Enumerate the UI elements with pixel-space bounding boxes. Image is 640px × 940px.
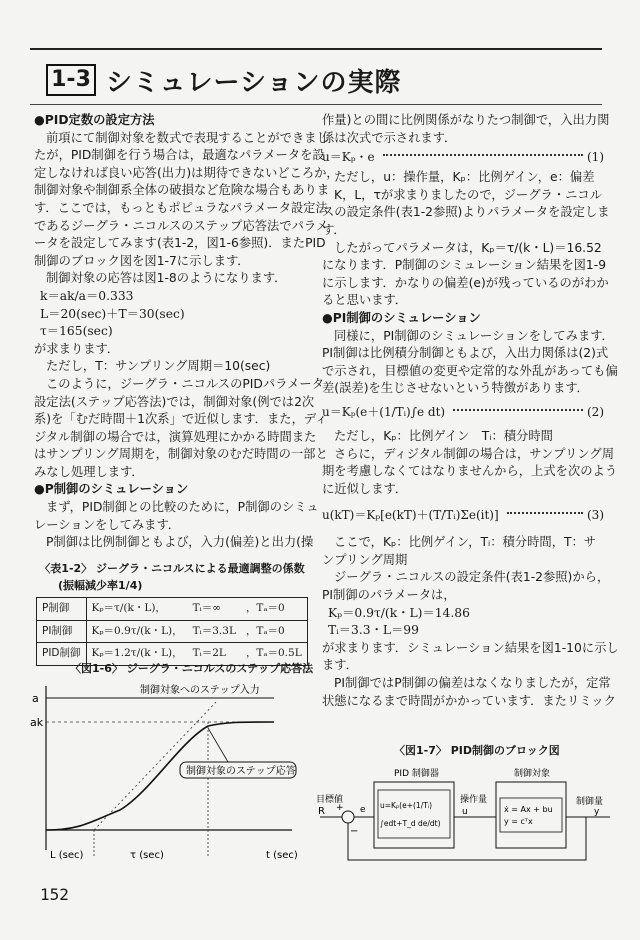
text-line: 制御対象の応答は図1-8のようになります． xyxy=(46,271,287,286)
text-line: 係は次式で示されます． xyxy=(322,130,457,145)
table-cell: PID制御 xyxy=(37,643,87,666)
equation-1-expr: u＝Kₚ・e xyxy=(322,150,375,165)
table-cell: ，Tₐ＝0 xyxy=(241,598,307,621)
text-line: 設定法(ステップ応答法)では，制御対象(例では2次 xyxy=(34,394,315,409)
text-line: 定しなければ良い応答(出力)は期待できないどころか， xyxy=(34,165,339,180)
heading-p-sim: ●P制御のシミュレーション xyxy=(34,482,189,497)
equation-2-expr: u＝Kₚ(e＋(1/Tᵢ)∫e dt) xyxy=(322,405,446,420)
table-row xyxy=(37,598,308,621)
leader-dots xyxy=(507,512,583,514)
target-label: 目標値 xyxy=(316,795,344,805)
text-line: になります．P制御のシミュレーション結果を図1-9 xyxy=(322,258,607,273)
table-cell: Tᵢ＝∞ xyxy=(188,598,241,621)
text-line: が求まります．シミュレーション結果を図1-10に示し xyxy=(322,640,619,655)
text-line: ンプリング周期 xyxy=(322,552,408,567)
section-number: 1-3 xyxy=(46,64,96,96)
t-axis-label: t (sec) xyxy=(266,850,298,861)
step-response-figure xyxy=(30,682,310,862)
figure-1-6-caption: 〈図1-6〉 ジーグラ・ニコルスのステップ応答法 xyxy=(70,662,314,675)
plant-inner-box xyxy=(500,798,562,832)
text-line: ここで，Kₚ：比例ゲイン，Tᵢ：積分時間，T：サ xyxy=(334,535,597,550)
table-subcaption: (振幅減少率1/4) xyxy=(58,579,143,593)
table-cell: PI制御 xyxy=(37,620,87,643)
pid-formula-bottom: ∫edt+T_d de/dt) xyxy=(380,819,441,828)
equation-1 xyxy=(322,147,604,169)
text-line: であるジーグラ・ニコルスのステップ応答法でパラメ xyxy=(34,218,329,233)
text-line: 作量)との間に比例関係がなりたつ制御で，入出力関 xyxy=(322,113,610,127)
controller-inner-box xyxy=(378,790,450,838)
right-column xyxy=(322,112,619,710)
table-cell: Tᵢ＝2L xyxy=(188,643,241,666)
text-line: に示します．かなりの偏差(e)が残っているのがわか xyxy=(322,275,609,290)
figure-1-7-caption: 〈図1-7〉 PID制御のブロック図 xyxy=(394,744,560,757)
text-line: さらに，ディジタル制御の場合は，サンプリング周 xyxy=(334,446,615,461)
equation-2-number: (2) xyxy=(587,405,604,420)
equation-L: L＝20(sec)＋T＝30(sec) xyxy=(40,306,185,321)
text-line: まず，PID制御との比較のために，P制御のシミュ xyxy=(46,500,319,515)
table-cell: P制御 xyxy=(37,598,87,621)
L-axis-label: L (sec) xyxy=(50,850,84,861)
y-label: y xyxy=(594,807,600,817)
text-line: P制御は比例制御ともよび，入力(偏差)と出力(操 xyxy=(46,535,314,550)
text-line: PI制御ではP制御の偏差はなくなりましたが，定常 xyxy=(334,676,611,691)
table-cell: ，Tₐ＝0 xyxy=(241,620,307,643)
minus-sign: − xyxy=(350,826,359,837)
table-cell: Tᵢ＝3.3L xyxy=(188,620,241,643)
controller-label: PID 制御器 xyxy=(394,769,439,779)
equation-tau: τ＝165(sec) xyxy=(40,324,113,339)
tau-axis-label: τ (sec) xyxy=(130,850,164,861)
text-line: ただし，Kₚ：比例ゲイン Tᵢ：積分時間 xyxy=(334,428,553,443)
header-rule xyxy=(30,48,602,50)
equation-1-number: (1) xyxy=(587,150,604,165)
table-caption: 〈表1-2〉 ジーグラ・ニコルスによる最適調整の係数 xyxy=(39,561,305,575)
heading-pid-params: ●PID定数の設定方法 xyxy=(34,113,155,127)
label-ak: ak xyxy=(30,716,44,729)
response-label: 制御対象のステップ応答 xyxy=(186,766,296,777)
e-label: e xyxy=(360,805,366,815)
text-line: 制御のブロック図を図1-7に示します． xyxy=(34,253,250,268)
plant-outer-box xyxy=(496,782,566,848)
text-line: ると思います． xyxy=(322,293,408,308)
text-line: このように，ジーグラ・ニコルスのPIDパラメータ xyxy=(46,376,325,391)
page-number: 152 xyxy=(40,885,69,904)
equation-kp: Kₚ＝0.9τ/(k・L)＝14.86 xyxy=(328,605,470,620)
table-cell: Kₚ＝0.9τ/(k・L)， xyxy=(86,620,188,643)
plant-label: 制御対象 xyxy=(514,769,551,779)
plant-eq-2: y = cᵀx xyxy=(504,817,533,826)
leader-dots xyxy=(383,154,583,156)
table-row xyxy=(37,620,308,643)
text-line: スの設定条件(表1-2参照)よりパラメータを設定しま xyxy=(322,205,610,220)
plus-sign: + xyxy=(336,803,344,813)
text-line: ジタル制御の場合では，演算処理にかかる時間また xyxy=(34,429,317,444)
text-line: ただし，T：サンプリング周期＝10(sec) xyxy=(46,359,271,374)
step-input-label: 制御対象へのステップ入力 xyxy=(140,685,260,696)
equation-3-number: (3) xyxy=(587,508,604,523)
text-line: 制御対象や制御系全体の破損など危険な場合もありま xyxy=(34,183,330,198)
table-cell: ，Tₐ＝0.5L xyxy=(241,643,307,666)
table-cell: Kₚ＝τ/(k・L)， xyxy=(86,598,188,621)
mv-label: 操作量 xyxy=(460,795,488,805)
text-line: ータを設定してみます(表1-2，図1-6参照)．またPID xyxy=(34,236,326,251)
callout-line xyxy=(208,728,228,762)
equation-2 xyxy=(322,398,604,428)
label-a: a xyxy=(32,692,39,705)
text-line: に近似します． xyxy=(322,481,408,496)
text-line: PI制御は比例積分制御ともよび，入出力関係は(2)式 xyxy=(322,346,609,361)
text-line: す．ここでは，もっともポピュラなパラメータ設定法 xyxy=(34,200,328,215)
text-line: 差(誤差)を生じさせないという特徴があります． xyxy=(322,381,589,396)
text-line: す． xyxy=(322,222,346,237)
text-line: はサンプリング周期を，制御対象のむだ時間の一部と xyxy=(34,447,328,462)
heading-pi-sim: ●PI制御のシミュレーション xyxy=(322,310,481,325)
equation-3-expr: u(kT)＝Kₚ[e(kT)＋(T/Tᵢ)Σe(it)] xyxy=(322,508,499,523)
left-column xyxy=(34,112,339,666)
equation-3 xyxy=(322,498,604,534)
text-line: したがってパラメータは，Kₚ＝τ/(k・L)＝16.52 xyxy=(334,240,602,255)
text-line: 前項にて制御対象を数式で表現することができまし xyxy=(46,130,329,145)
pid-block-diagram xyxy=(314,762,614,872)
output-label: 制御量 xyxy=(576,797,604,807)
text-line: K，L，τが求まりましたので，ジーグラ・ニコル xyxy=(334,187,603,202)
text-line: ただし，u：操作量，Kₚ：比例ゲイン，e：偏差 xyxy=(334,170,595,185)
text-line: ジーグラ・ニコルスの設定条件(表1-2参照)から， xyxy=(334,570,610,585)
text-line: 期を考慮しなくてはなりませんから，上式を次のよう xyxy=(322,464,618,479)
text-line: みなし処理します． xyxy=(34,464,144,479)
pid-formula-top: u=Kₚ(e+(1/Tᵢ) xyxy=(380,801,433,810)
R-label: R xyxy=(318,806,325,817)
text-line: PI制御のパラメータは， xyxy=(322,588,456,603)
u-label: u xyxy=(462,807,468,817)
text-line: 状態になるまで時間がかかっています．またリミック xyxy=(322,693,616,708)
section-title: シミュレーションの実際 xyxy=(106,68,402,98)
ziegler-nichols-table xyxy=(36,597,308,666)
text-line: 系)を「むだ時間＋1次系」で近似します．また，ディ xyxy=(34,412,328,427)
text-line: レーションをしてみます． xyxy=(34,517,181,532)
leader-dots xyxy=(453,409,583,411)
text-line: ます． xyxy=(322,658,358,673)
text-line: で示され，目標値の変更や定常的な外乱があっても偏 xyxy=(322,363,618,378)
header-underline xyxy=(30,104,602,105)
table-cell: Kₚ＝1.2τ/(k・L)， xyxy=(86,643,188,666)
plant-eq-1: ẋ = Ax + bu xyxy=(504,805,553,814)
equation-ti: Tᵢ＝3.3・L＝99 xyxy=(328,623,419,638)
text-line: が求まります． xyxy=(34,341,120,356)
text-line: 同様に，PI制御のシミュレーションをしてみます． xyxy=(334,328,614,343)
text-line: たが，PID制御を行う場合は，最適なパラメータを設 xyxy=(34,148,325,163)
equation-k: k＝ak/a＝0.333 xyxy=(40,288,134,303)
summing-junction xyxy=(342,811,354,823)
